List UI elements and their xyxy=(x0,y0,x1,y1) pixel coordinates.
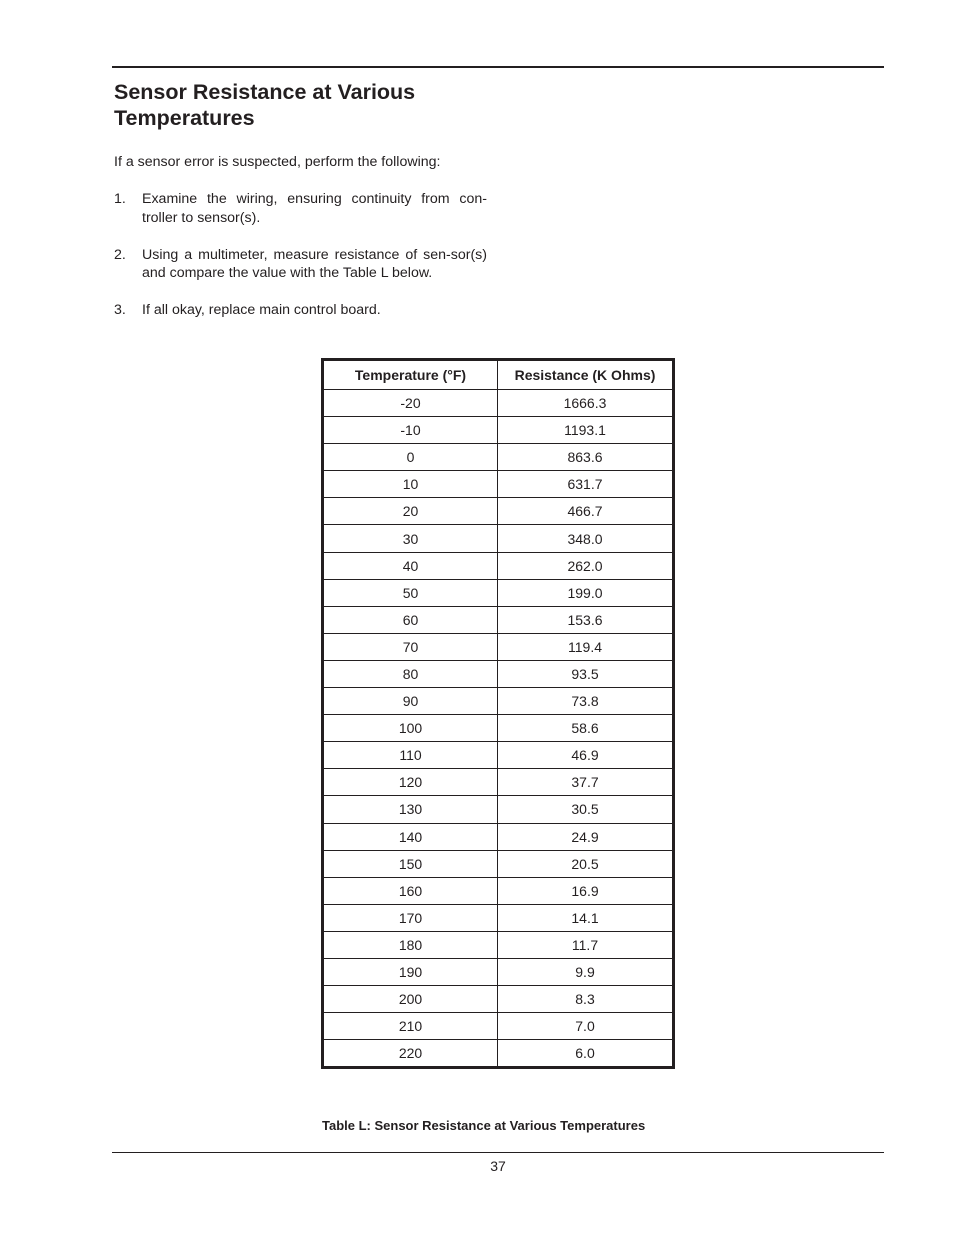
table-row xyxy=(323,444,674,471)
table-row xyxy=(323,660,674,687)
table-row xyxy=(323,633,674,660)
table-row xyxy=(323,390,674,417)
temperature-cell: 60 xyxy=(323,606,498,633)
temperature-cell: 140 xyxy=(323,823,498,850)
table-row xyxy=(323,769,674,796)
resistance-cell: 119.4 xyxy=(498,633,674,660)
step-item xyxy=(114,190,487,227)
temperature-cell: 90 xyxy=(323,688,498,715)
table-row xyxy=(323,552,674,579)
resistance-cell: 6.0 xyxy=(498,1040,674,1068)
step-text: Using a multimeter, measure resistance of sen-sor(s) and compare the value with the Table L below. xyxy=(142,246,487,281)
table-row xyxy=(323,471,674,498)
step-item xyxy=(114,301,487,320)
resistance-cell: 20.5 xyxy=(498,850,674,877)
temperature-cell: 180 xyxy=(323,931,498,958)
header-resistance: Resistance (K Ohms) xyxy=(498,360,674,390)
resistance-cell: 30.5 xyxy=(498,796,674,823)
resistance-cell: 863.6 xyxy=(498,444,674,471)
table-header-row xyxy=(323,360,674,390)
step-text: If all okay, replace main control board. xyxy=(142,302,381,318)
table-row xyxy=(323,958,674,985)
table-row xyxy=(323,986,674,1013)
step-number: 2. xyxy=(114,246,126,263)
resistance-cell: 16.9 xyxy=(498,877,674,904)
temperature-cell: 30 xyxy=(323,525,498,552)
temperature-cell: 200 xyxy=(323,986,498,1013)
table-row xyxy=(323,823,674,850)
temperature-cell: 220 xyxy=(323,1040,498,1068)
table-row xyxy=(323,877,674,904)
resistance-cell: 73.8 xyxy=(498,688,674,715)
temperature-cell: 80 xyxy=(323,660,498,687)
temperature-cell: -10 xyxy=(323,417,498,444)
table-row xyxy=(323,715,674,742)
temperature-cell: 160 xyxy=(323,877,498,904)
resistance-cell: 1193.1 xyxy=(498,417,674,444)
step-item xyxy=(114,246,487,283)
table-row xyxy=(323,606,674,633)
temperature-cell: 50 xyxy=(323,579,498,606)
steps-list xyxy=(114,190,487,338)
table-row xyxy=(323,850,674,877)
temperature-cell: 210 xyxy=(323,1013,498,1040)
table-caption: Table L: Sensor Resistance at Various Temperatures xyxy=(322,1118,646,1133)
temperature-cell: 20 xyxy=(323,498,498,525)
temperature-cell: 190 xyxy=(323,958,498,985)
resistance-cell: 9.9 xyxy=(498,958,674,985)
temperature-cell: 130 xyxy=(323,796,498,823)
temperature-cell: 170 xyxy=(323,904,498,931)
resistance-cell: 11.7 xyxy=(498,931,674,958)
table-row xyxy=(323,579,674,606)
header-temperature: Temperature (°F) xyxy=(323,360,498,390)
resistance-cell: 199.0 xyxy=(498,579,674,606)
table-row xyxy=(323,498,674,525)
table-row xyxy=(323,688,674,715)
bottom-rule xyxy=(112,1152,884,1153)
page-title: Sensor Resistance at Various Temperatures xyxy=(114,80,416,130)
resistance-cell: 37.7 xyxy=(498,769,674,796)
step-text: Examine the wiring, ensuring continuity from con-troller to sensor(s). xyxy=(142,191,487,226)
resistance-cell: 8.3 xyxy=(498,986,674,1013)
resistance-table xyxy=(321,358,675,1069)
temperature-cell: -20 xyxy=(323,390,498,417)
resistance-cell: 153.6 xyxy=(498,606,674,633)
temperature-cell: 100 xyxy=(323,715,498,742)
intro-text: If a sensor error is suspected, perform the following: xyxy=(114,154,441,170)
temperature-cell: 150 xyxy=(323,850,498,877)
temperature-cell: 10 xyxy=(323,471,498,498)
resistance-cell: 93.5 xyxy=(498,660,674,687)
temperature-cell: 110 xyxy=(323,742,498,769)
table-row xyxy=(323,904,674,931)
table-body xyxy=(323,390,674,1068)
resistance-cell: 262.0 xyxy=(498,552,674,579)
table-row xyxy=(323,742,674,769)
table-row xyxy=(323,931,674,958)
table-row xyxy=(323,1013,674,1040)
temperature-cell: 120 xyxy=(323,769,498,796)
resistance-cell: 7.0 xyxy=(498,1013,674,1040)
resistance-cell: 58.6 xyxy=(498,715,674,742)
resistance-cell: 466.7 xyxy=(498,498,674,525)
table-row xyxy=(323,796,674,823)
resistance-cell: 46.9 xyxy=(498,742,674,769)
temperature-cell: 70 xyxy=(323,633,498,660)
table-row xyxy=(323,1040,674,1068)
temperature-cell: 0 xyxy=(323,444,498,471)
table-row xyxy=(323,417,674,444)
resistance-cell: 631.7 xyxy=(498,471,674,498)
resistance-cell: 348.0 xyxy=(498,525,674,552)
resistance-cell: 1666.3 xyxy=(498,390,674,417)
step-number: 3. xyxy=(114,302,126,318)
step-number: 1. xyxy=(114,191,126,207)
page-number: 37 xyxy=(490,1158,506,1174)
top-rule xyxy=(112,66,884,68)
resistance-cell: 14.1 xyxy=(498,904,674,931)
resistance-cell: 24.9 xyxy=(498,823,674,850)
table-row xyxy=(323,525,674,552)
temperature-cell: 40 xyxy=(323,552,498,579)
